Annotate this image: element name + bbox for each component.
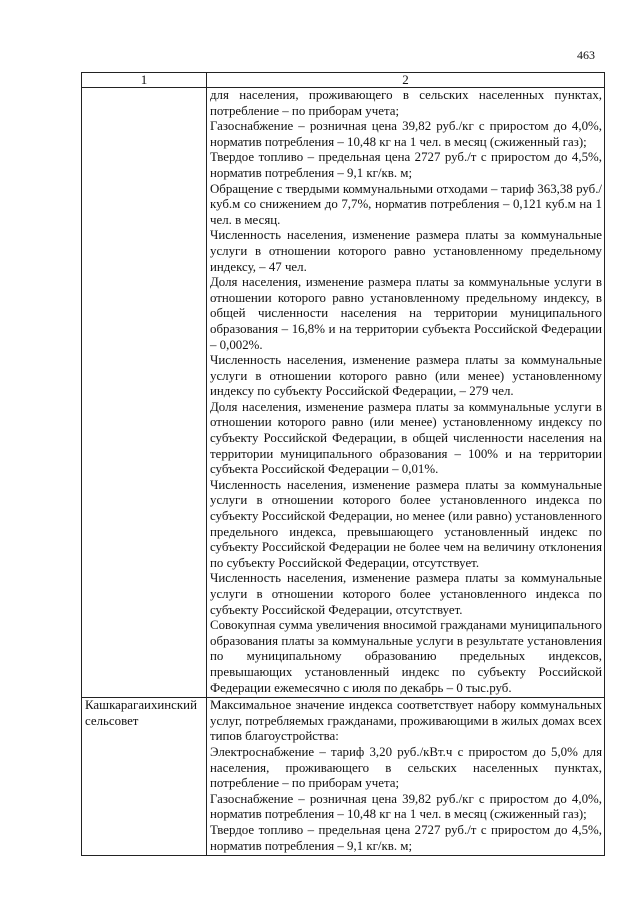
table-row: [82, 698, 605, 856]
paragraph: Численность населения, изменение размера платы за коммунальные услуги в отношении которого более установленного индекса по субъекту Российской Федерации, отсутствует.: [210, 571, 602, 617]
paragraph: Твердое топливо – предельная цена 2727 руб./т с приростом до 4,5%, норматив потребления – 9,1 кг/кв. м;: [210, 150, 602, 180]
paragraph: Обращение с твердыми коммунальными отходами – тариф 363,38 руб./куб.м со снижением до 7,7%, норматив потребления – 0,121 куб.м на 1 чел. в месяц.: [210, 181, 602, 227]
paragraph: Совокупная сумма увеличения вносимой гражданами муниципального образования платы за коммунальные услуги в результате установления по муниципальному образованию предельных индексов, превышающих установленный индекс по субъекту Российской Федерации ежемесячно с июля по декабрь – 0 тыс.руб.: [210, 618, 602, 695]
municipality-name-cell: Кашкарагаихинский сельсовет: [82, 698, 207, 856]
column-header-2: 2: [207, 73, 605, 88]
paragraph: Доля населения, изменение размера платы за коммунальные услуги в отношении которого равно (или менее) установленному индексу по субъекту Российской Федерации, в общей численности населения на территории муниципального образования – 100% и на территории субъекта Российской Федерации – 0,01%.: [210, 399, 602, 477]
paragraph: Газоснабжение – розничная цена 39,82 руб./кг с приростом до 4,0%, норматив потребления – 10,48 кг на 1 чел. в месяц (сжиженный газ);: [210, 119, 602, 149]
paragraph: Газоснабжение – розничная цена 39,82 руб./кг с приростом до 4,0%, норматив потребления – 10,48 кг на 1 чел. в месяц (сжиженный газ);: [210, 791, 602, 822]
table-row: [82, 88, 605, 698]
paragraph: Электроснабжение – тариф 3,20 руб./кВт.ч с приростом до 5,0% для населения, проживающего в сельских населенных пунктах, потребление – по приборам учета;: [210, 744, 602, 791]
paragraph: Численность населения, изменение размера платы за коммунальные услуги в отношении которого более установленного индекса по субъекту Российской Федерации, но менее (или равно) установленного предельного индекса, превышающего установленный индекс по субъекту Российской Федерации не более чем на величину отклонения по субъекту Российской Федерации, отсутствует.: [210, 477, 602, 570]
paragraph: Доля населения, изменение размера платы за коммунальные услуги в отношении которого равно установленному предельному индексу, в общей численности населения на территории муниципального образования – 16,8% и на территории субъекта Российской Федерации – 0,002%.: [210, 275, 602, 352]
page-number: 463: [577, 48, 595, 62]
paragraph: Твердое топливо – предельная цена 2727 руб./т с приростом до 4,5%, норматив потребления – 9,1 кг/кв. м;: [210, 822, 602, 853]
paragraph: для населения, проживающего в сельских населенных пунктах, потребление – по приборам учета;: [210, 88, 602, 118]
paragraph: Численность населения, изменение размера платы за коммунальные услуги в отношении которого равно (или менее) установленному индексу по субъекту Российской Федерации, – 279 чел.: [210, 353, 602, 399]
paragraph: Максимальное значение индекса соответствует набору коммунальных услуг, потребляемых гражданами, проживающими в жилых домах всех типов благоустройства:: [210, 698, 602, 744]
column-header-1: 1: [82, 73, 207, 88]
table-header-row: [82, 73, 605, 88]
municipal-index-table: [81, 72, 605, 856]
description-cell: [207, 88, 605, 698]
municipality-name-cell: [82, 88, 207, 698]
description-cell: [207, 698, 605, 856]
paragraph: Численность населения, изменение размера платы за коммунальные услуги в отношении которого равно установленному предельному индексу, – 47 чел.: [210, 228, 602, 274]
